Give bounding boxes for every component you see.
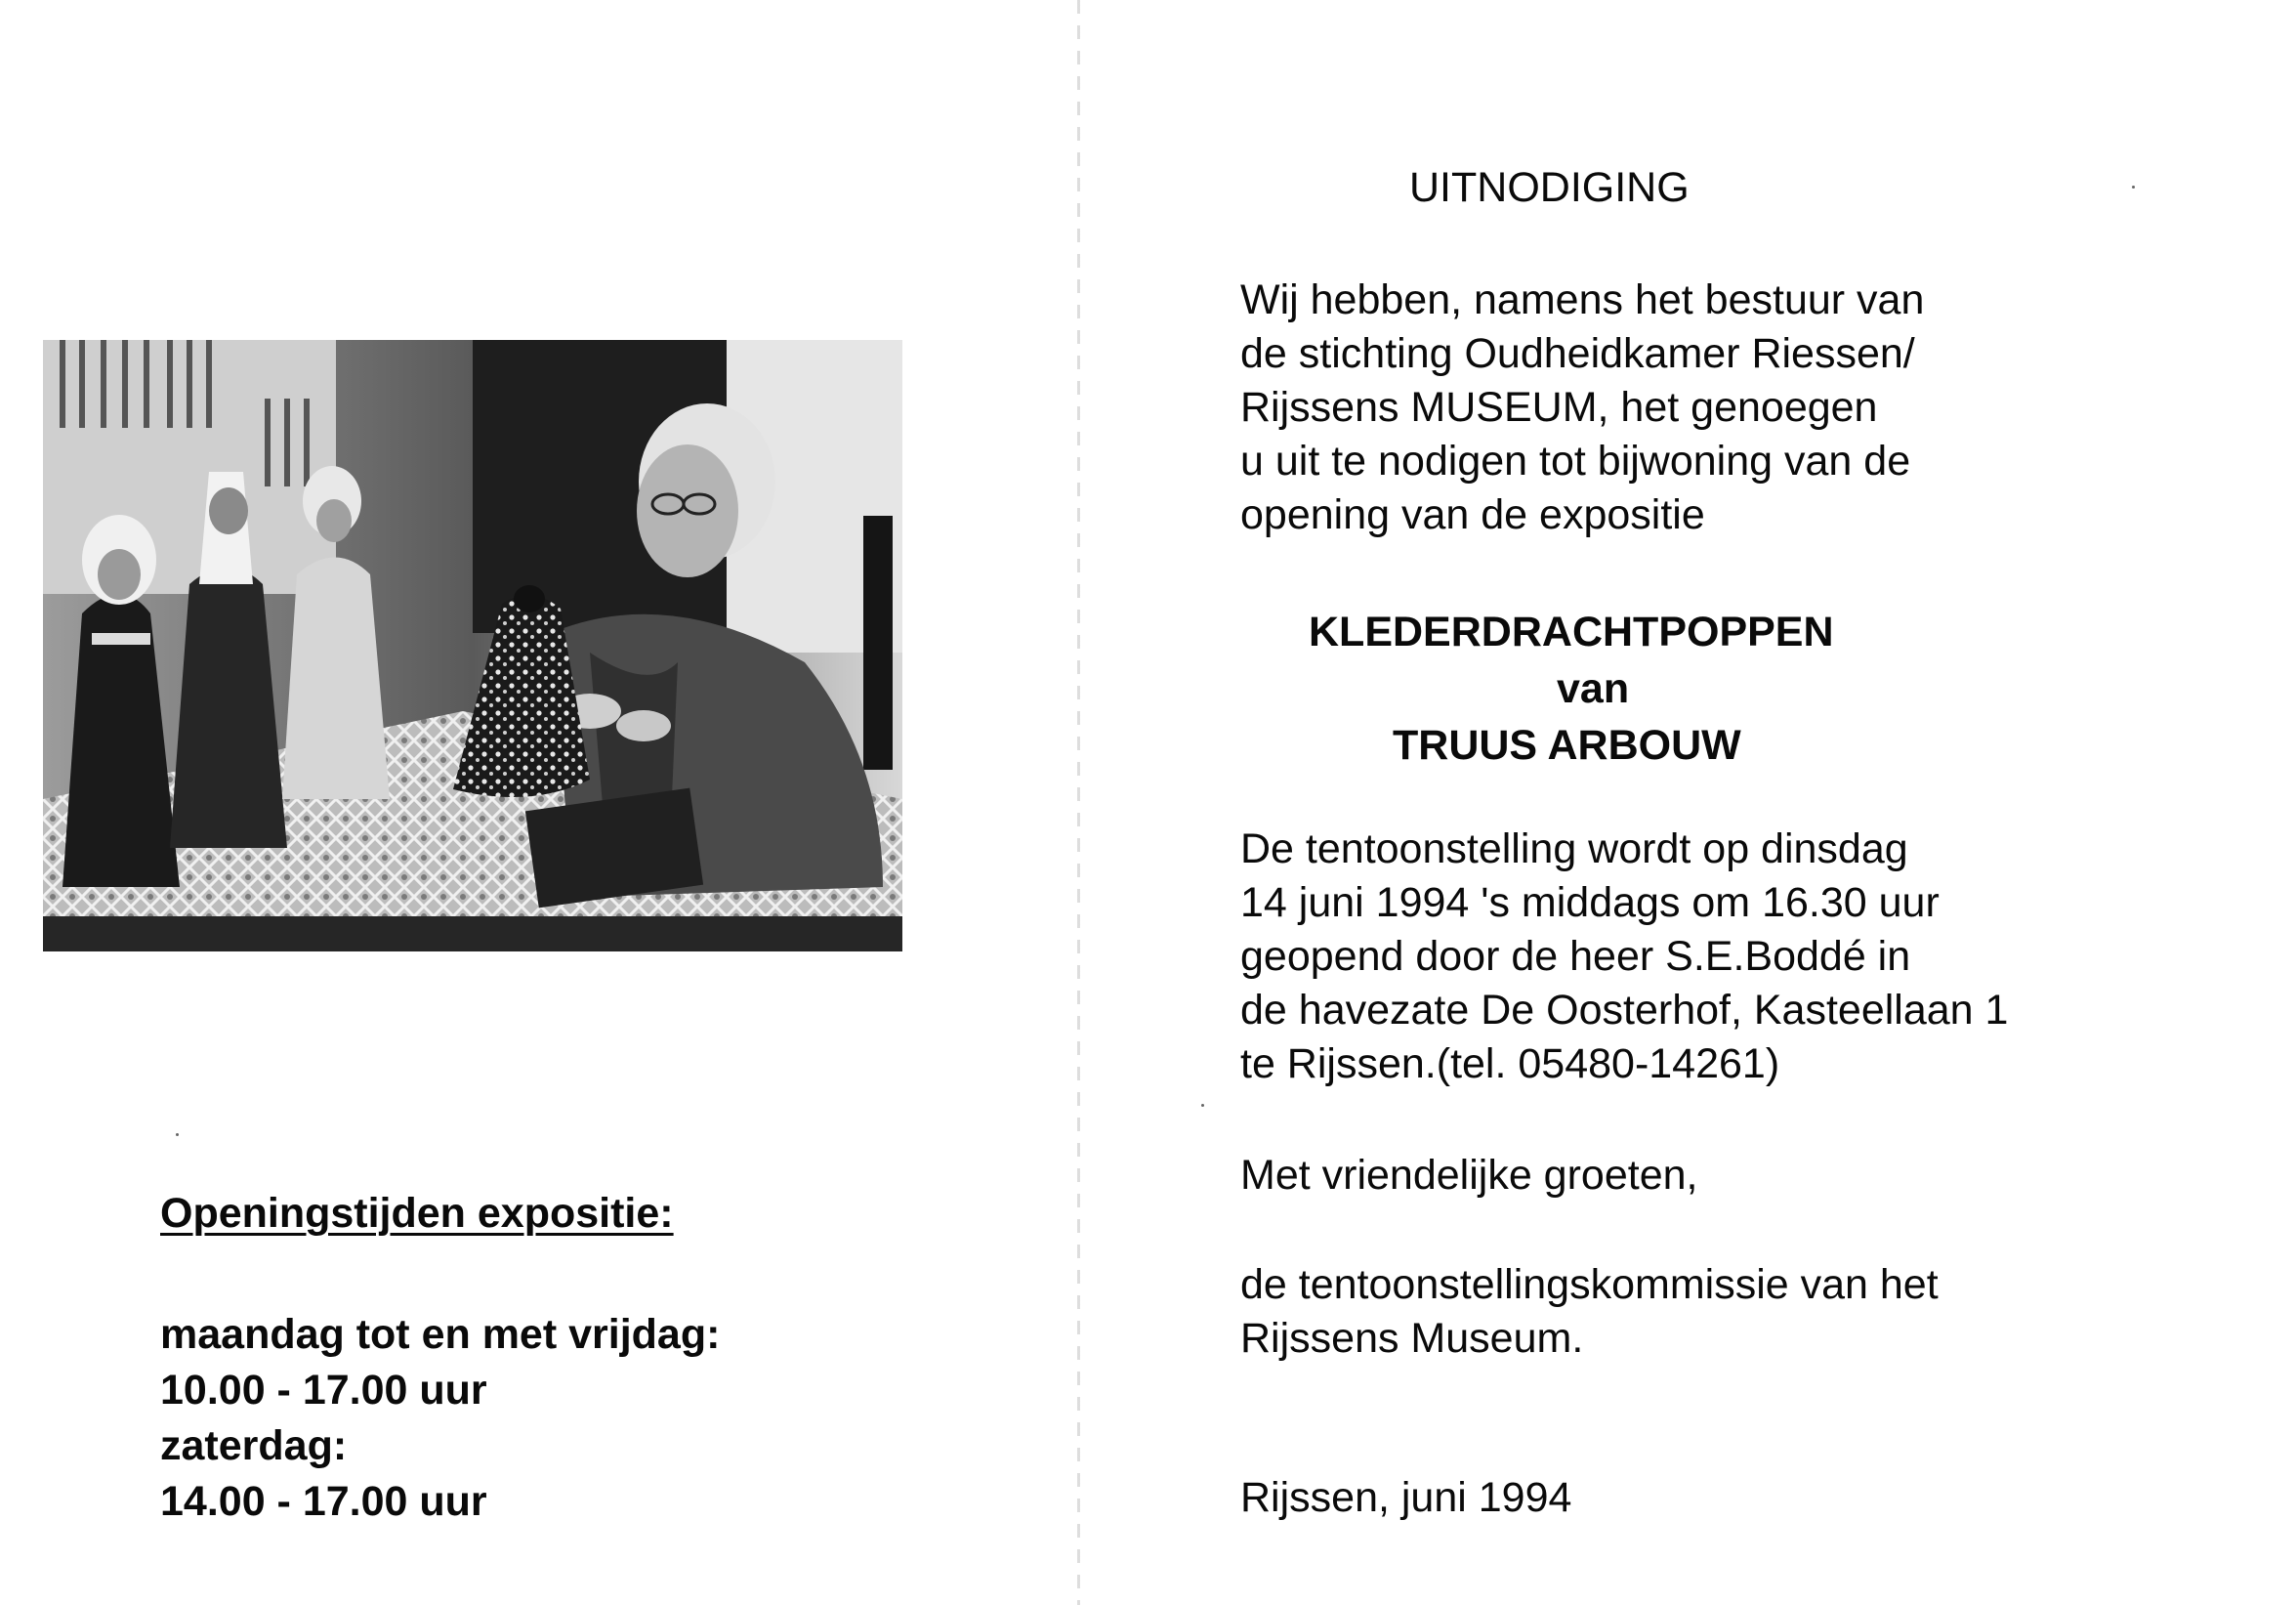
details-line: de havezate De Oosterhof, Kasteellaan 1 — [1240, 987, 2009, 1034]
signature-line: Rijssens Museum. — [1240, 1315, 1584, 1362]
details-line: 14 juni 1994 's middags om 16.30 uur — [1240, 879, 1940, 926]
hours-line: 14.00 - 17.00 uur — [160, 1478, 487, 1525]
place-and-date: Rijssen, juni 1994 — [1240, 1474, 1572, 1521]
opening-hours-list — [160, 1307, 720, 1530]
details-line: geopend door de heer S.E.Boddé in — [1240, 933, 1911, 980]
exhibit-title-block — [1240, 604, 1983, 774]
greeting: Met vriendelijke groeten, — [1240, 1152, 1698, 1199]
photo-woman-with-dolls — [43, 340, 902, 951]
invitation-details — [1240, 823, 2008, 1091]
print-speck — [176, 1133, 179, 1136]
card-fold-line — [1077, 0, 1080, 1605]
exhibit-artist: TRUUS ARBOUW — [1393, 722, 1741, 769]
intro-line: Rijssens MUSEUM, het genoegen — [1240, 384, 1878, 431]
print-speck — [2132, 186, 2135, 189]
intro-line: u uit te nodigen tot bijwoning van de — [1240, 438, 1911, 485]
hours-line: 10.00 - 17.00 uur — [160, 1367, 487, 1414]
intro-line: Wij hebben, namens het bestuur van — [1240, 276, 1925, 323]
intro-line: de stichting Oudheidkamer Riessen/ — [1240, 330, 1915, 377]
invitation-title: UITNODIGING — [1409, 164, 1690, 211]
details-line: De tentoonstelling wordt op dinsdag — [1240, 825, 1908, 872]
photo-illustration — [43, 340, 902, 951]
print-speck — [1201, 1104, 1204, 1107]
intro-line: opening van de expositie — [1240, 491, 1705, 538]
hours-line: maandag tot en met vrijdag: — [160, 1311, 721, 1358]
hours-line: zaterdag: — [160, 1422, 348, 1469]
exhibit-name: KLEDERDRACHTPOPPEN — [1309, 609, 1834, 655]
signature — [1240, 1258, 1939, 1366]
opening-hours-heading: Openingstijden expositie: — [160, 1190, 674, 1237]
details-line: te Rijssen.(tel. 05480-14261) — [1240, 1040, 1780, 1087]
invitation-intro — [1240, 274, 1924, 542]
signature-line: de tentoonstellingskommissie van het — [1240, 1261, 1939, 1308]
exhibit-connector: van — [1557, 665, 1630, 712]
